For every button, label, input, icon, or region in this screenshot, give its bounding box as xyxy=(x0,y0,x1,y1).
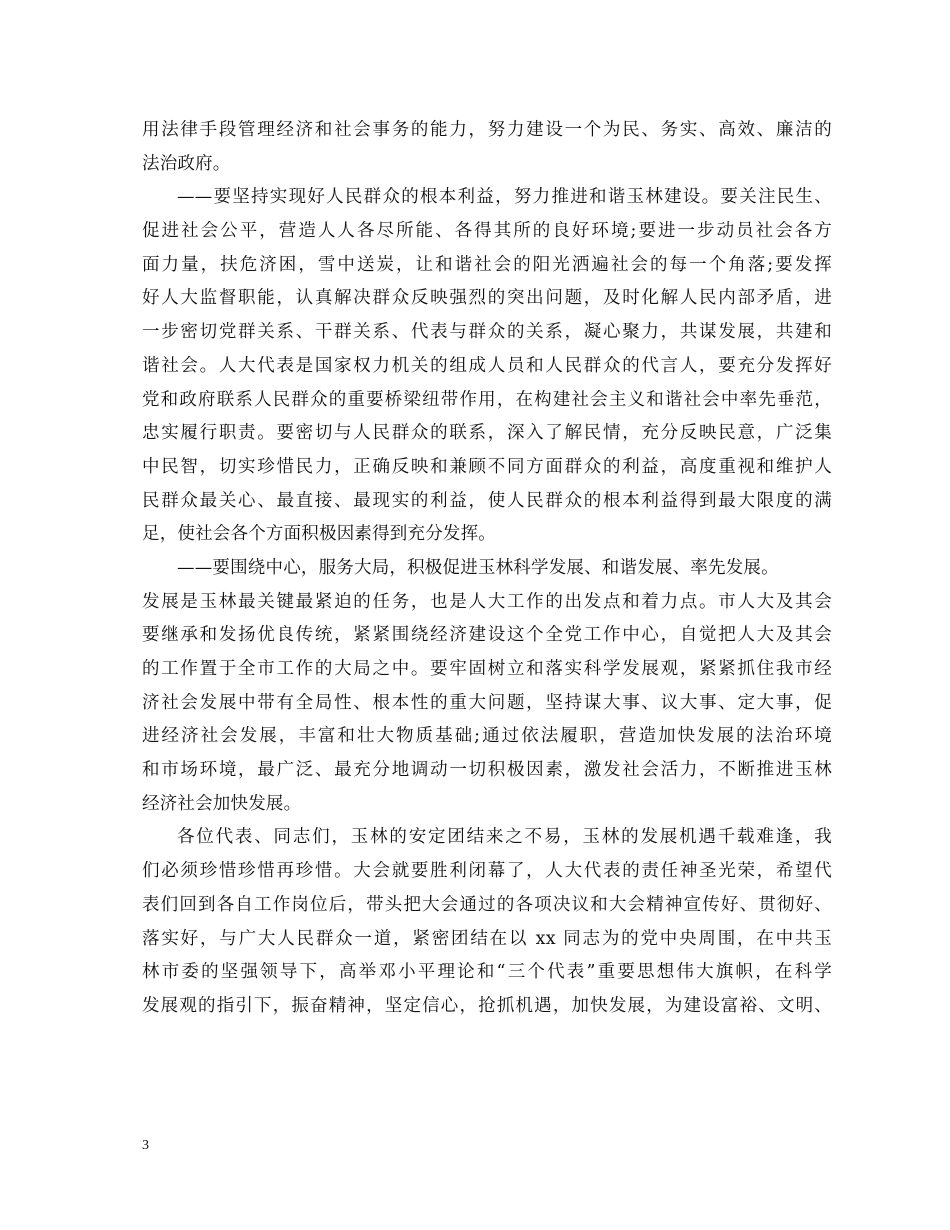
text-line: 的工作置于全市工作的大局之中。要牢固树立和落实科学发展观，紧紧抓住我市经 xyxy=(142,659,832,679)
text-line: 党和政府联系人民群众的重要桥梁纽带作用，在构建社会主义和谐社会中率先垂范， xyxy=(142,389,832,410)
body-text xyxy=(142,114,832,1024)
text-line: 们必须珍惜珍惜再珍惜。大会就要胜利闭幕了，人大代表的责任神圣光荣，希望代 xyxy=(142,861,832,882)
text-line: 民群众最关心、最直接、最现实的利益，使人民群众的根本利益得到最大限度的满 xyxy=(142,490,832,511)
text-line: 中民智，切实珍惜民力，正确反映和兼顾不同方面群众的利益，高度重视和维护人 xyxy=(142,456,832,477)
text-line: 好人大监督职能，认真解决群众反映强烈的突出问题，及时化解人民内部矛盾，进 xyxy=(142,288,832,309)
text-line: 一步密切党群关系、干群关系、代表与群众的关系，凝心聚力，共谋发展，共建和 xyxy=(142,322,832,343)
text-line: 促进社会公平，营造人人各尽所能、各得其所的良好环境;要进一步动员社会各方 xyxy=(142,221,832,242)
text-line: 济社会发展中带有全局性、根本性的重大问题，坚持谋大事、议大事、定大事，促 xyxy=(142,692,832,713)
text-line: 表们回到各自工作岗位后，带头把大会通过的各项决议和大会精神宣传好、贯彻好、 xyxy=(142,894,832,915)
text-line: 法治政府。 xyxy=(142,153,231,174)
text-line: 落实好，与广大人民群众一道，紧密团结在以 xx 同志为的党中央周围，在中共玉 xyxy=(142,928,832,949)
text-line: 足，使社会各个方面积极因素得到充分发挥。 xyxy=(142,524,496,545)
paragraph-first-line: ——要坚持实现好人民群众的根本利益，努力推进和谐玉林建设。要关注民生、 xyxy=(177,187,832,208)
text-line: 面力量，扶危济困，雪中送炭，让和谐社会的阳光洒遍社会的每一个角落;要发挥 xyxy=(142,254,832,275)
paragraph-first-line: 各位代表、同志们，玉林的安定团结来之不易，玉林的发展机遇千载难逢，我 xyxy=(177,827,832,848)
paragraph-first-line: ——要围绕中心，服务大局，积极促进玉林科学发展、和谐发展、率先发展。 xyxy=(177,557,779,578)
text-line: 谐社会。人大代表是国家权力机关的组成人员和人民群众的代言人，要充分发挥好 xyxy=(142,355,832,376)
text-line: 用法律手段管理经济和社会事务的能力，努力建设一个为民、务实、高效、廉洁的 xyxy=(142,120,832,140)
text-line: 进经济社会发展，丰富和壮大物质基础;通过依法履职，营造加快发展的法治环境 xyxy=(142,726,832,747)
page-number: 3 xyxy=(142,1138,149,1153)
text-line: 发展是玉林最关键最紧迫的任务，也是人大工作的出发点和着力点。市人大及其会 xyxy=(142,591,832,612)
text-line: 经济社会加快发展。 xyxy=(142,793,302,814)
text-line: 发展观的指引下，振奋精神，坚定信心，抢抓机遇，加快发展，为建设富裕、文明、 xyxy=(142,995,832,1016)
text-line: 林市委的坚强领导下，高举邓小平理论和“三个代表”重要思想伟大旗帜，在科学 xyxy=(142,962,832,983)
text-line: 和市场环境，最广泛、最充分地调动一切积极因素，激发社会活力，不断推进玉林 xyxy=(142,760,832,781)
text-line: 要继承和发扬优良传统，紧紧围绕经济建设这个全党工作中心，自觉把人大及其会 xyxy=(142,625,832,646)
text-line: 忠实履行职责。要密切与人民群众的联系，深入了解民情，充分反映民意，广泛集 xyxy=(142,423,832,444)
